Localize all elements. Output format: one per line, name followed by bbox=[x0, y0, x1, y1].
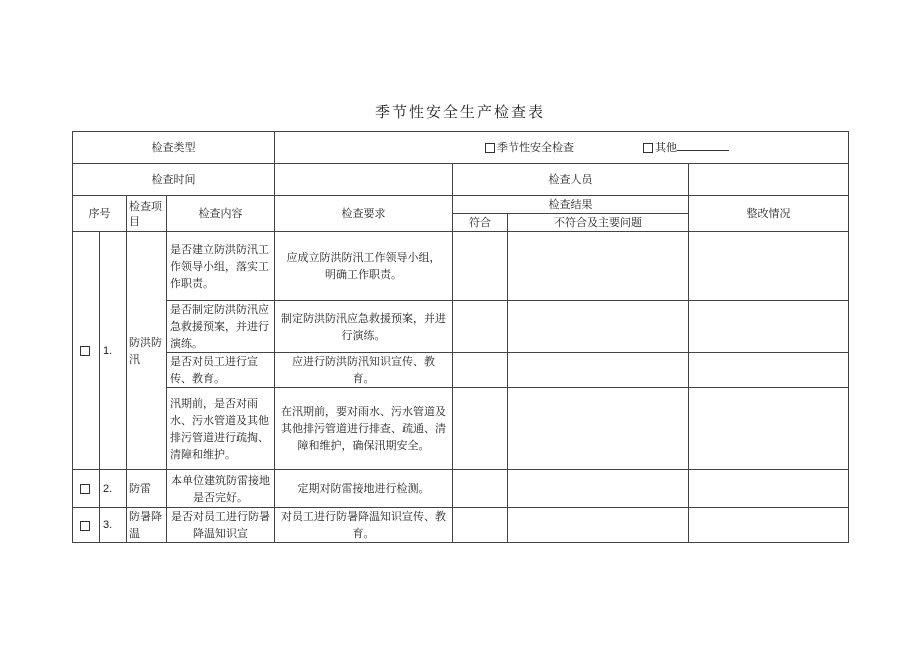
col-requirement-header: 检查要求 bbox=[275, 196, 453, 232]
group-1-row-4-nonconform[interactable] bbox=[508, 388, 689, 470]
group-3-checkbox[interactable] bbox=[80, 521, 90, 531]
group-1-row-4-content: 汛期前，是否对雨水、污水管道及其他排污管道进行疏掏、清障和维护。 bbox=[167, 388, 275, 470]
time-value[interactable] bbox=[275, 164, 453, 196]
type-label: 检查类型 bbox=[73, 132, 275, 164]
inspector-label: 检查人员 bbox=[453, 164, 689, 196]
col-result-header: 检查结果 bbox=[453, 196, 689, 214]
group-3-row-1-content: 是否对员工进行防暑降温知识宣 bbox=[167, 508, 275, 543]
checkbox-seasonal[interactable] bbox=[485, 143, 495, 153]
group-2-row-1-conform[interactable] bbox=[453, 470, 508, 508]
group-1-row-4-requirement: 在汛期前，要对雨水、污水管道及其他排污管道进行排查、疏通、清障和维护，确保汛期安全。 bbox=[275, 388, 453, 470]
group-1-row-1-requirement: 应成立防洪防汛工作领导小组，明确工作职责。 bbox=[275, 232, 453, 301]
group-2-row-1-requirement: 定期对防雷接地进行检测。 bbox=[275, 470, 453, 508]
inspection-table bbox=[72, 131, 849, 543]
group-1-row-1-nonconform[interactable] bbox=[508, 232, 689, 301]
group-1-row-2-conform[interactable] bbox=[453, 301, 508, 353]
group-2-row-1-rectify[interactable] bbox=[689, 470, 849, 508]
option-other-label: 其他 bbox=[655, 141, 677, 155]
checkbox-other[interactable] bbox=[643, 143, 653, 153]
group-1-checkbox-cell bbox=[73, 232, 100, 470]
col-conform-header: 符合 bbox=[453, 214, 508, 232]
group-1-row-1-conform[interactable] bbox=[453, 232, 508, 301]
inspector-value[interactable] bbox=[689, 164, 849, 196]
group-3-seq: 3. bbox=[100, 508, 127, 543]
group-3-row-1-rectify[interactable] bbox=[689, 508, 849, 543]
group-3-row-1-requirement: 对员工进行防暑降温知识宣传、教育。 bbox=[275, 508, 453, 543]
group-1-row-2-rectify[interactable] bbox=[689, 301, 849, 353]
group-3-checkbox-cell bbox=[73, 508, 100, 543]
group-2-row-1-content: 本单位建筑防雷接地是否完好。 bbox=[167, 470, 275, 508]
col-content-header: 检查内容 bbox=[167, 196, 275, 232]
group-3-row-1-conform[interactable] bbox=[453, 508, 508, 543]
group-1-row-3-content: 是否对员工进行宣传、教育。 bbox=[167, 353, 275, 388]
time-label: 检查时间 bbox=[73, 164, 275, 196]
col-rectify-header: 整改情况 bbox=[689, 196, 849, 232]
other-blank-line[interactable] bbox=[677, 141, 729, 151]
group-1-row-3-conform[interactable] bbox=[453, 353, 508, 388]
group-2-row-1-nonconform[interactable] bbox=[508, 470, 689, 508]
col-item-header: 检查项目 bbox=[127, 196, 167, 232]
group-1-row-4-rectify[interactable] bbox=[689, 388, 849, 470]
group-3-row-1-nonconform[interactable] bbox=[508, 508, 689, 543]
group-1-row-3-rectify[interactable] bbox=[689, 353, 849, 388]
group-1-row-1-rectify[interactable] bbox=[689, 232, 849, 301]
page-title: 季节性安全生产检查表 bbox=[374, 103, 545, 121]
type-options bbox=[275, 132, 849, 164]
group-3-item: 防暑降温 bbox=[127, 508, 167, 543]
group-1-row-1-content: 是否建立防洪防汛工作领导小组，落实工作职责。 bbox=[167, 232, 275, 301]
group-2-checkbox[interactable] bbox=[80, 484, 90, 494]
col-nonconform-header: 不符合及主要问题 bbox=[508, 214, 689, 232]
group-1-row-4-conform[interactable] bbox=[453, 388, 508, 470]
group-1-item: 防洪防汛 bbox=[127, 232, 167, 470]
group-1-row-3-requirement: 应进行防洪防汛知识宣传、教育。 bbox=[275, 353, 453, 388]
group-1-seq: 1. bbox=[100, 232, 127, 470]
group-2-checkbox-cell bbox=[73, 470, 100, 508]
group-1-row-2-requirement: 制定防洪防汛应急救援预案，并进行演练。 bbox=[275, 301, 453, 353]
group-1-row-3-nonconform[interactable] bbox=[508, 353, 689, 388]
group-2-item: 防雷 bbox=[127, 470, 167, 508]
option-seasonal-label: 季节性安全检查 bbox=[497, 141, 574, 155]
group-2-seq: 2. bbox=[100, 470, 127, 508]
group-1-checkbox[interactable] bbox=[80, 346, 90, 356]
col-seq-header: 序号 bbox=[73, 196, 127, 232]
group-1-row-2-content: 是否制定防洪防汛应急救援预案，并进行演练。 bbox=[167, 301, 275, 353]
group-1-row-2-nonconform[interactable] bbox=[508, 301, 689, 353]
